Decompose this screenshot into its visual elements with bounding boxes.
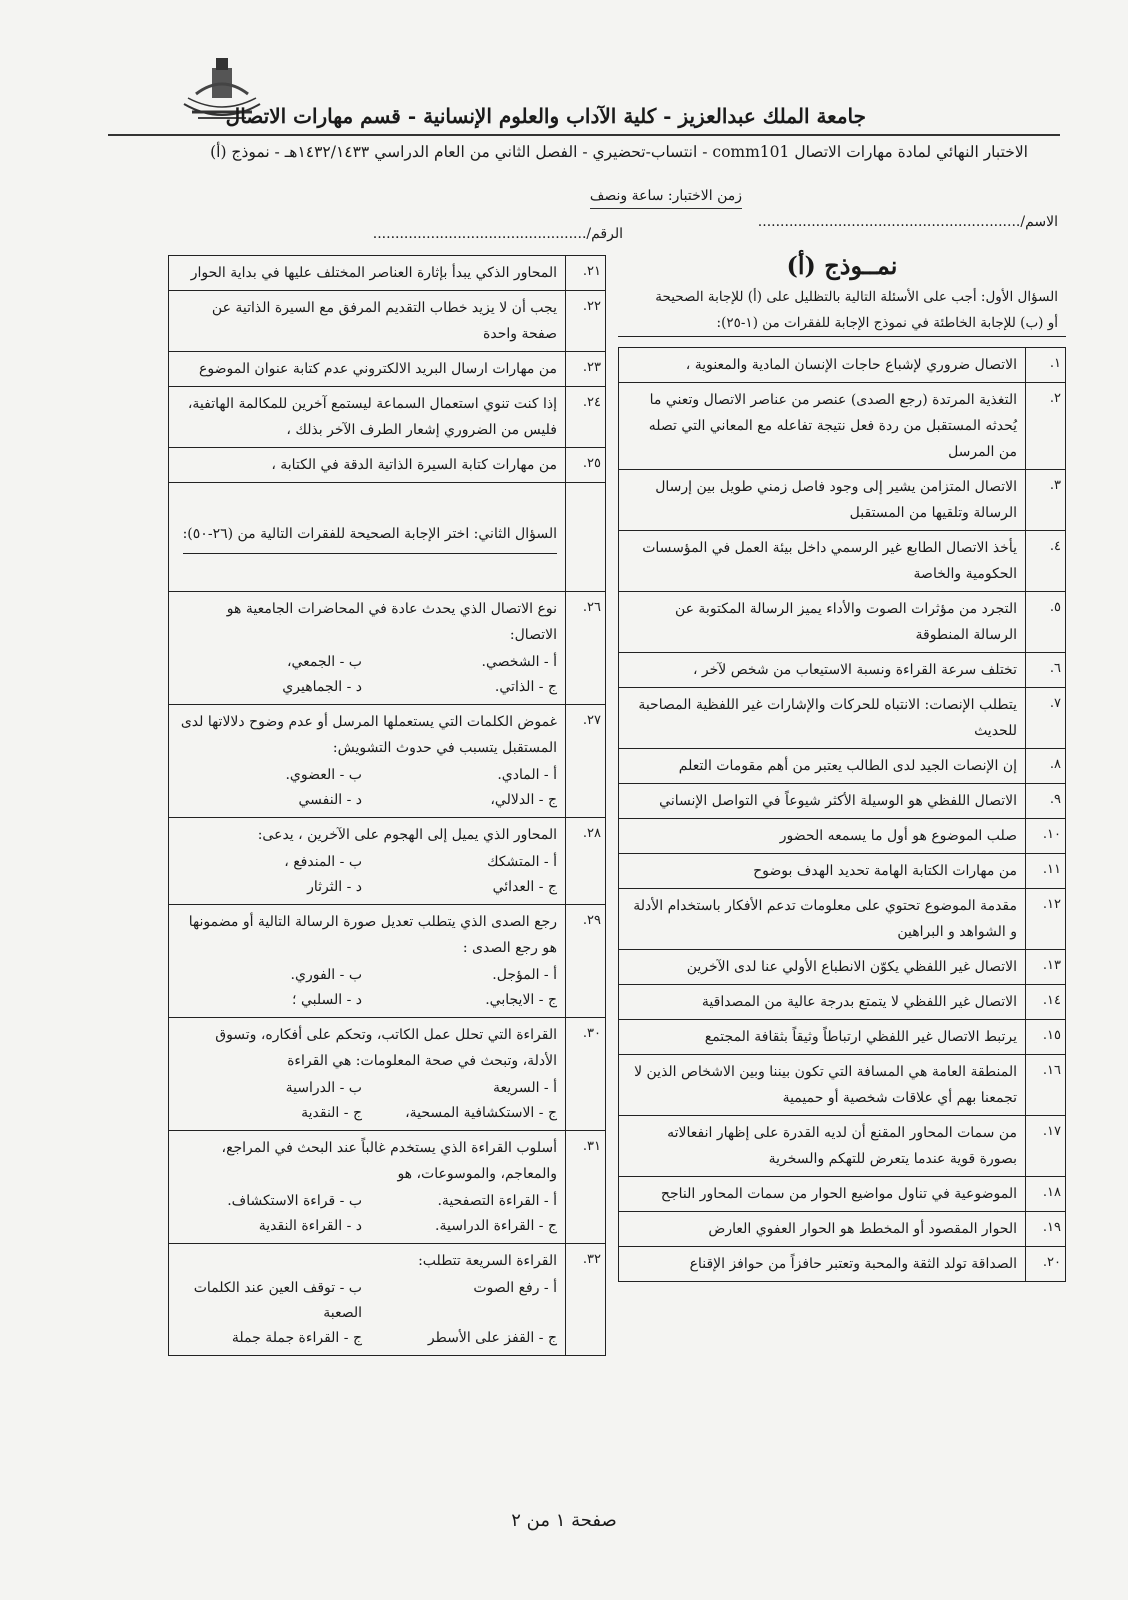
question-number: ١٤.	[1025, 985, 1065, 1019]
question-number: ٥.	[1025, 592, 1065, 652]
option-a: أ - السريعة	[492, 1080, 557, 1096]
question-text: رجع الصدى الذي يتطلب تعديل صورة الرسالة التالية أو مضمونها هو رجع الصدى :	[188, 914, 557, 956]
option-d: د - الجماهيري	[282, 679, 362, 695]
question-text: الاتصال غير اللفظي يكوّن الانطباع الأولي عنا لدى الآخرين	[686, 959, 1017, 975]
university-header: جامعة الملك عبدالعزيز - كلية الآداب والعلوم الإنسانية - قسم مهارات الاتصال	[225, 104, 866, 128]
question-text: غموض الكلمات التي يستعملها المرسل أو عدم وضوح دلالاتها لدى المستقبل يتسبب في حدوث التشويش:	[180, 714, 557, 756]
question-15	[619, 1020, 1065, 1055]
option-d: ج - النقدية	[301, 1105, 362, 1121]
question-text: التغذية المرتدة (رجع الصدى) عنصر من عناصر الاتصال وتعني ما يُحدثه المستقبل من ردة فعل نتيجة تفاعله مع المعاني التي تصله من المرسل	[648, 392, 1017, 460]
question-20	[619, 1247, 1065, 1281]
model-title: نمــوذج (أ)	[786, 251, 898, 280]
question-10	[619, 819, 1065, 854]
question-text: الاتصال اللفظي هو الوسيلة الأكثر شيوعاً في التواصل الإنساني	[659, 793, 1017, 809]
option-b: ب - الجمعي،	[286, 654, 362, 670]
option-c: ج - الاستكشافية المسحية،	[405, 1105, 557, 1121]
question-number: ١٧.	[1025, 1116, 1065, 1176]
instruction-line-2: أو (ب) للإجابة الخاطئة في نموذج الإجابة للفقرات من (١-٢٥):	[716, 315, 1058, 331]
question-17	[619, 1116, 1065, 1177]
question-number: ١.	[1025, 348, 1065, 382]
question-number: ٨.	[1025, 749, 1065, 783]
question-number: ٢٨.	[565, 818, 605, 904]
question-number: ٧.	[1025, 688, 1065, 748]
question-24	[169, 387, 605, 448]
question-text: صلب الموضوع هو أول ما يسمعه الحضور	[779, 828, 1017, 844]
option-a: أ - المادي.	[497, 767, 557, 783]
question-18	[619, 1177, 1065, 1212]
number-field[interactable]: الرقم/................................................	[372, 226, 623, 242]
question-13	[619, 950, 1065, 985]
question-9	[619, 784, 1065, 819]
question-text: يتطلب الإنصات: الانتباه للحركات والإشارات غير اللفظية المصاحبة للحديث	[638, 697, 1017, 739]
section-two-instruction: السؤال الثاني: اختر الإجابة الصحيحة للفقرات التالية من (٢٦-٥٠):	[183, 521, 557, 554]
question-23	[169, 352, 605, 387]
option-b: ب - قراءة الاستكشاف.	[227, 1193, 362, 1209]
question-number: ١٩.	[1025, 1212, 1065, 1246]
question-number: ١٣.	[1025, 950, 1065, 984]
option-a: أ - رفع الصوت	[473, 1280, 557, 1296]
question-text: من مهارات كتابة السيرة الذاتية الدقة في الكتابة ،	[271, 457, 557, 473]
option-c: ج - الايجابي.	[485, 992, 557, 1008]
option-d: د - النفسي	[298, 792, 362, 808]
section-two-column	[168, 255, 606, 1356]
question-6	[619, 653, 1065, 688]
question-number: ٢٣.	[565, 352, 605, 386]
question-text: المحاور الذي يميل إلى الهجوم على الآخرين ، يدعى:	[257, 827, 557, 843]
question-text: إذا كنت تنوي استعمال السماعة ليستمع آخرين للمكالمة الهاتفية، فليس من الضروري إشعار الطرف الآخر بذلك ،	[187, 396, 557, 438]
option-b: ب - العضوي.	[285, 767, 362, 783]
question-text: يجب أن لا يزيد خطاب التقديم المرفق مع السيرة الذاتية عن صفحة واحدة	[211, 300, 557, 342]
question-text: القراءة السريعة تتطلب:	[418, 1253, 557, 1269]
question-number: ١١.	[1025, 854, 1065, 888]
question-16	[619, 1055, 1065, 1116]
question-32	[169, 1244, 605, 1355]
option-c: ج - القفز على الأسطر	[427, 1330, 557, 1346]
option-a: أ - الشخصي.	[481, 654, 557, 670]
question-text: الموضوعية في تناول مواضيع الحوار من سمات المحاور الناجح	[660, 1186, 1017, 1202]
question-text: الاتصال غير اللفظي لا يتمتع بدرجة عالية من المصداقية	[701, 994, 1017, 1010]
option-c: ج - العدائي	[492, 879, 557, 895]
question-28	[169, 818, 605, 905]
question-21	[169, 256, 605, 291]
option-a: أ - القراءة التصفحية.	[437, 1193, 557, 1209]
exam-time: زمن الاختبار: ساعة ونصف	[590, 188, 742, 209]
question-31	[169, 1131, 605, 1244]
question-8	[619, 749, 1065, 784]
question-12	[619, 889, 1065, 950]
true-false-table	[618, 347, 1066, 1282]
question-text: نوع الاتصال الذي يحدث عادة في المحاضرات الجامعية هو الاتصال:	[226, 601, 557, 643]
question-29	[169, 905, 605, 1018]
question-text: من سمات المحاور المقنع أن لديه القدرة على إظهار انفعالاته بصورة قوية عندما يتعرض للتهكم والسخرية	[667, 1125, 1017, 1167]
question-19	[619, 1212, 1065, 1247]
question-text: التجرد من مؤثرات الصوت والأداء يميز الرسالة المكتوبة عن الرسالة المنطوقة	[674, 601, 1017, 643]
question-14	[619, 985, 1065, 1020]
page-number: صفحة ١ من ٢	[511, 1510, 617, 1531]
option-c: ج - الدلالي،	[490, 792, 557, 808]
exam-title: الاختبار النهائي لمادة مهارات الاتصال comm101 - انتساب-تحضيري - الفصل الثاني من العام الدراسي ١٤٣٢/١٤٣٣هـ - نموذج (أ)	[210, 143, 1028, 161]
question-number: ٣١.	[565, 1131, 605, 1243]
option-b: ب - المندفع ،	[284, 854, 362, 870]
question-number: ٣.	[1025, 470, 1065, 530]
question-number: ٢.	[1025, 383, 1065, 469]
question-30	[169, 1018, 605, 1131]
question-text: الاتصال ضروري لإشباع حاجات الإنسان المادية والمعنوية ،	[685, 357, 1017, 373]
option-d: د - السلبي ؛	[292, 992, 362, 1008]
question-text: أسلوب القراءة الذي يستخدم غالباً عند البحث في المراجع، والمعاجم، والموسوعات، هو	[221, 1140, 557, 1182]
question-number: ٩.	[1025, 784, 1065, 818]
question-27	[169, 705, 605, 818]
option-d: د - الثرثار	[307, 879, 362, 895]
question-number: ٢٤.	[565, 387, 605, 447]
question-number: ٢٥.	[565, 448, 605, 482]
question-text: إن الإنصات الجيد لدى الطالب يعتبر من أهم مقومات التعلم	[678, 758, 1017, 774]
question-number: ١٥.	[1025, 1020, 1065, 1054]
question-5	[619, 592, 1065, 653]
question-text: يرتبط الاتصال غير اللفظي ارتباطاً وثيقاً بثقافة المجتمع	[704, 1029, 1017, 1045]
question-text: الصداقة تولد الثقة والمحبة وتعتبر حافزاً من حوافز الإقناع	[689, 1256, 1017, 1272]
question-text: من مهارات ارسال البريد الالكتروني عدم كتابة عنوان الموضوع	[199, 361, 557, 377]
option-a: أ - المتشكك	[486, 854, 557, 870]
question-number: ١٢.	[1025, 889, 1065, 949]
question-number: ٢٦.	[565, 592, 605, 704]
question-1	[619, 348, 1065, 383]
question-number: ١٠.	[1025, 819, 1065, 853]
question-number: ٢٢.	[565, 291, 605, 351]
question-2	[619, 383, 1065, 470]
section-two-instruction-row	[169, 483, 605, 592]
question-text: المنطقة العامة هي المسافة التي تكون بيننا وبين الاشخاص الذين لا تجمعنا بهم أي علاقات شخصية أو حميمية	[634, 1064, 1017, 1106]
question-11	[619, 854, 1065, 889]
question-number: ٢٧.	[565, 705, 605, 817]
option-c: ج - الذاتي.	[494, 679, 557, 695]
option-b: ب - الدراسية	[285, 1080, 362, 1096]
question-number: ٢٠.	[1025, 1247, 1065, 1281]
option-b: ب - توقف العين عند الكلمات الصعبة	[193, 1280, 362, 1321]
question-text: المحاور الذكي يبدأ بإثارة العناصر المختلف عليها في بداية الحوار	[190, 265, 557, 281]
question-text: مقدمة الموضوع تحتوي على معلومات تدعم الأفكار باستخدام الأدلة و الشواهد و البراهين	[633, 898, 1017, 940]
option-c: ج - القراءة الدراسية.	[435, 1218, 557, 1234]
option-d: ج - القراءة جملة جملة	[231, 1330, 362, 1346]
question-text: تختلف سرعة القراءة ونسبة الاستيعاب من شخص لآخر ،	[692, 662, 1017, 678]
question-number: ٢١.	[565, 256, 605, 290]
question-number: ٣٠.	[565, 1018, 605, 1130]
question-22	[169, 291, 605, 352]
question-7	[619, 688, 1065, 749]
question-number: ٢٩.	[565, 905, 605, 1017]
question-text: من مهارات الكتابة الهامة تحديد الهدف بوضوح	[753, 863, 1017, 879]
question-text: الحوار المقصود أو المخطط هو الحوار العفوي العارض	[708, 1221, 1017, 1237]
option-a: أ - المؤجل.	[492, 967, 557, 983]
header-rule	[108, 134, 1060, 136]
option-b: ب - الفوري.	[290, 967, 362, 983]
question-text: يأخذ الاتصال الطابع غير الرسمي داخل بيئة العمل في المؤسسات الحكومية والخاصة	[642, 540, 1017, 582]
question-number: ١٨.	[1025, 1177, 1065, 1211]
section-one-instruction	[618, 284, 1066, 337]
instruction-line-1: السؤال الأول: أجب على الأسئلة التالية بالتظليل على (أ) للإجابة الصحيحة	[655, 289, 1058, 305]
name-field[interactable]: الاسم/...........................................................	[757, 214, 1058, 230]
question-25	[169, 448, 605, 483]
question-number: ٦.	[1025, 653, 1065, 687]
question-number: ٣٢.	[565, 1244, 605, 1355]
question-26	[169, 592, 605, 705]
question-text: الاتصال المتزامن يشير إلى وجود فاصل زمني طويل بين إرسال الرسالة وتلقيها من المستقبل	[655, 479, 1017, 521]
question-text: القراءة التي تحلل عمل الكاتب، وتحكم على أفكاره، وتسوق الأدلة، وتبحث في صحة المعلومات: هي القراءة	[215, 1027, 557, 1069]
question-4	[619, 531, 1065, 592]
section-one-column	[618, 248, 1066, 1282]
question-number: ١٦.	[1025, 1055, 1065, 1115]
question-number: ٤.	[1025, 531, 1065, 591]
option-d: د - القراءة النقدية	[258, 1218, 362, 1234]
empty-number-cell	[565, 483, 605, 591]
question-3	[619, 470, 1065, 531]
